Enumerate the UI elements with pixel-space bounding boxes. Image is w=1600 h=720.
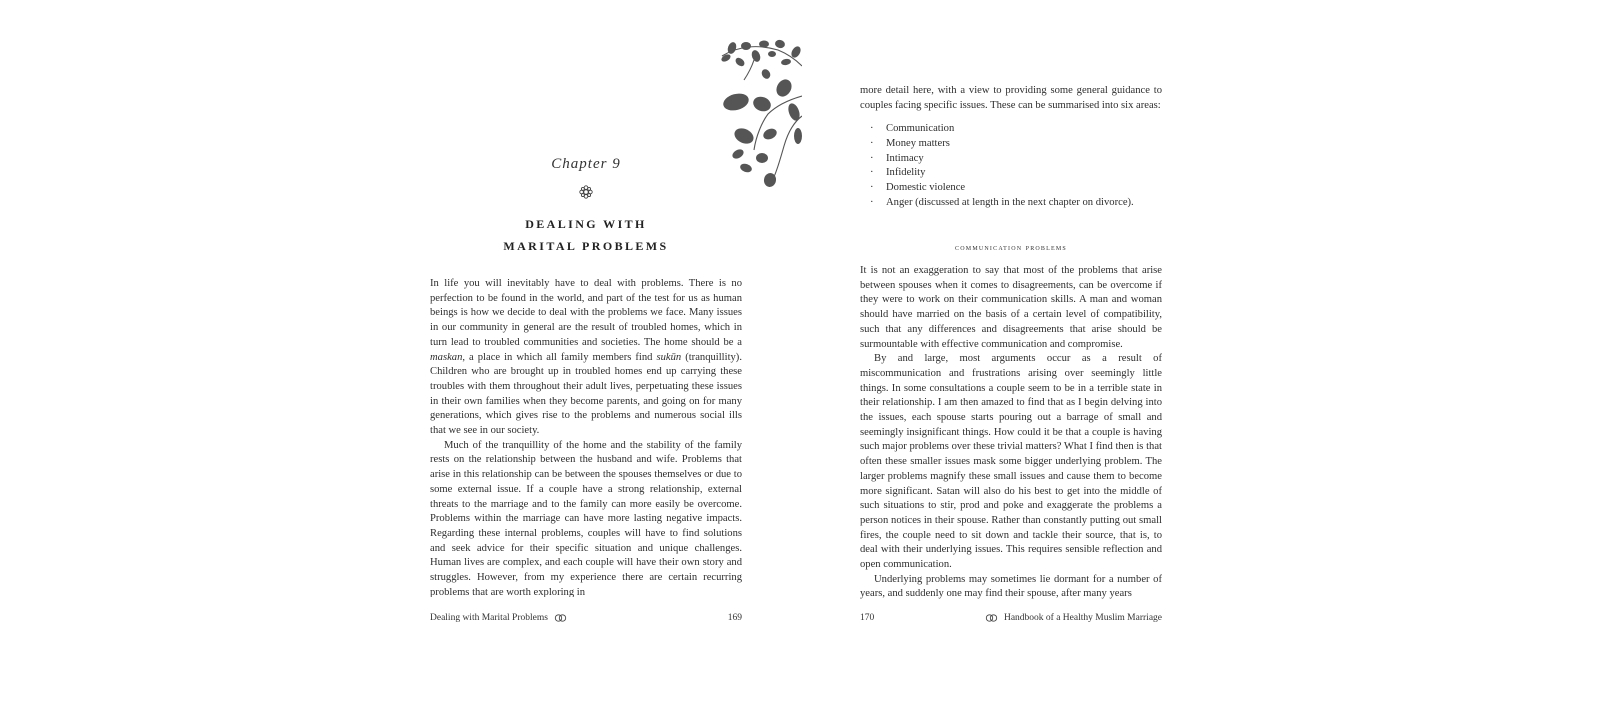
left-paragraph-2: Much of the tranquillity of the home and the stability of the family rests on the relationship between the husband and wife. Problems that arise in this relationship can be between the spouses themselves or due to some external issue. If a couple have a strong relationship, external threats to the marriage and to the family can more easily be overcome. Problems within the marriage can have more lasting negative impacts. Regarding these internal problems, couples will have to find solutions and seek advice for their specific situation and unique challenges. Human lives are complex, and each couple will have their own story and struggles. However, from my experience there are certain recurring problems that are worth exploring in — [430, 439, 742, 597]
right-running-head — [981, 613, 1162, 623]
right-footer-title: Handbook of a Healthy Muslim Marriage — [1003, 613, 1162, 623]
list-item: · Infidelity — [870, 167, 926, 179]
left-page — [430, 0, 742, 720]
list-item: · Communication — [870, 123, 955, 134]
term-sukun: sukūn — [656, 351, 682, 363]
list-item: · Money matters — [870, 137, 950, 149]
right-paragraph-3: Underlying problems may sometimes lie dormant for a number of years, and suddenly one may find their spouse, after many years — [860, 573, 1162, 600]
section-heading: communication problems — [955, 242, 1067, 252]
areas-list — [870, 122, 1162, 211]
left-footer-title: Dealing with Marital Problems — [430, 613, 548, 623]
right-body-text — [860, 264, 1162, 602]
term-maskan: maskan — [430, 351, 463, 363]
list-item: · Anger (discussed at length in the next chapter on divorce). — [870, 196, 1134, 208]
right-paragraph-2: By and large, most arguments occur as a result of miscommunication and frustrations arising over seemingly little things. In some consultations a couple seem to be in a terrible state in their relationship. I am then amazed to find that as I begin delving into the issues, each spouse starts pouring out a barrage of small and seemingly insignificant things. How could it be that a couple is having such major problems over these trivial matters? What I find then is that often these smaller issues mask some bigger underlying problem. The larger problems magnify these small issues and cause them to become more significant. Satan will also do his best to get into the middle of such situations to stir, prod and poke and exaggerate the problems a person notices in their spouse. Rather than constantly putting out small fires, the couple need to sit down and tackle their source, that is, to deal with their underlying issues. This requires sensible reflection and open communication. — [860, 353, 1162, 571]
chapter-title-line-2: MARITAL PROBLEMS — [503, 239, 669, 253]
left-body-text — [430, 277, 742, 597]
list-item: · Domestic violence — [870, 182, 966, 194]
left-page-number: 169 — [727, 613, 742, 623]
chapter-label: Chapter 9 — [551, 156, 621, 172]
left-running-head — [430, 613, 571, 623]
right-page — [860, 0, 1162, 720]
list-item: · Intimacy — [870, 152, 924, 164]
left-footer — [430, 613, 742, 623]
rosette-icon — [578, 184, 594, 200]
interlocking-rings-icon — [985, 614, 998, 622]
chapter-title-line-1: DEALING WITH — [525, 217, 647, 231]
interlocking-rings-icon — [554, 614, 567, 622]
right-intro-text: more detail here, with a view to providing some general guidance to couples facing specific issues. These can be summarised into six areas: — [860, 85, 1162, 111]
right-footer — [860, 613, 1162, 623]
right-page-number: 170 — [860, 613, 875, 623]
left-paragraph-1: In life you will inevitably have to deal with problems. There is no perfection to be found in the world, and part of the test for us as human beings is how we decide to deal with the problems we face. Many issues in our community in general are the result of troubled homes, which in turn lead to troubled communities and societies. The home should be a maskan, a place in which all family members find sukūn (tranquillity). Children who are brought up in troubled homes end up carrying these troubles with them throughout their adult lives, perpetuating these issues in their own families when they become parents, and going on for many generations, which gives rise to the problems and numerous social ills that we see in our society. — [430, 278, 742, 437]
right-paragraph-1: It is not an exaggeration to say that most of the problems that arise between spouses when it comes to disagreements, can be overcome if they were to work on their communication skills. A man and woman should have married on the basis of a certain level of compatibility, such that any differences and disagreements that arise should be surmountable with effective communication and compromise. — [860, 265, 1162, 350]
